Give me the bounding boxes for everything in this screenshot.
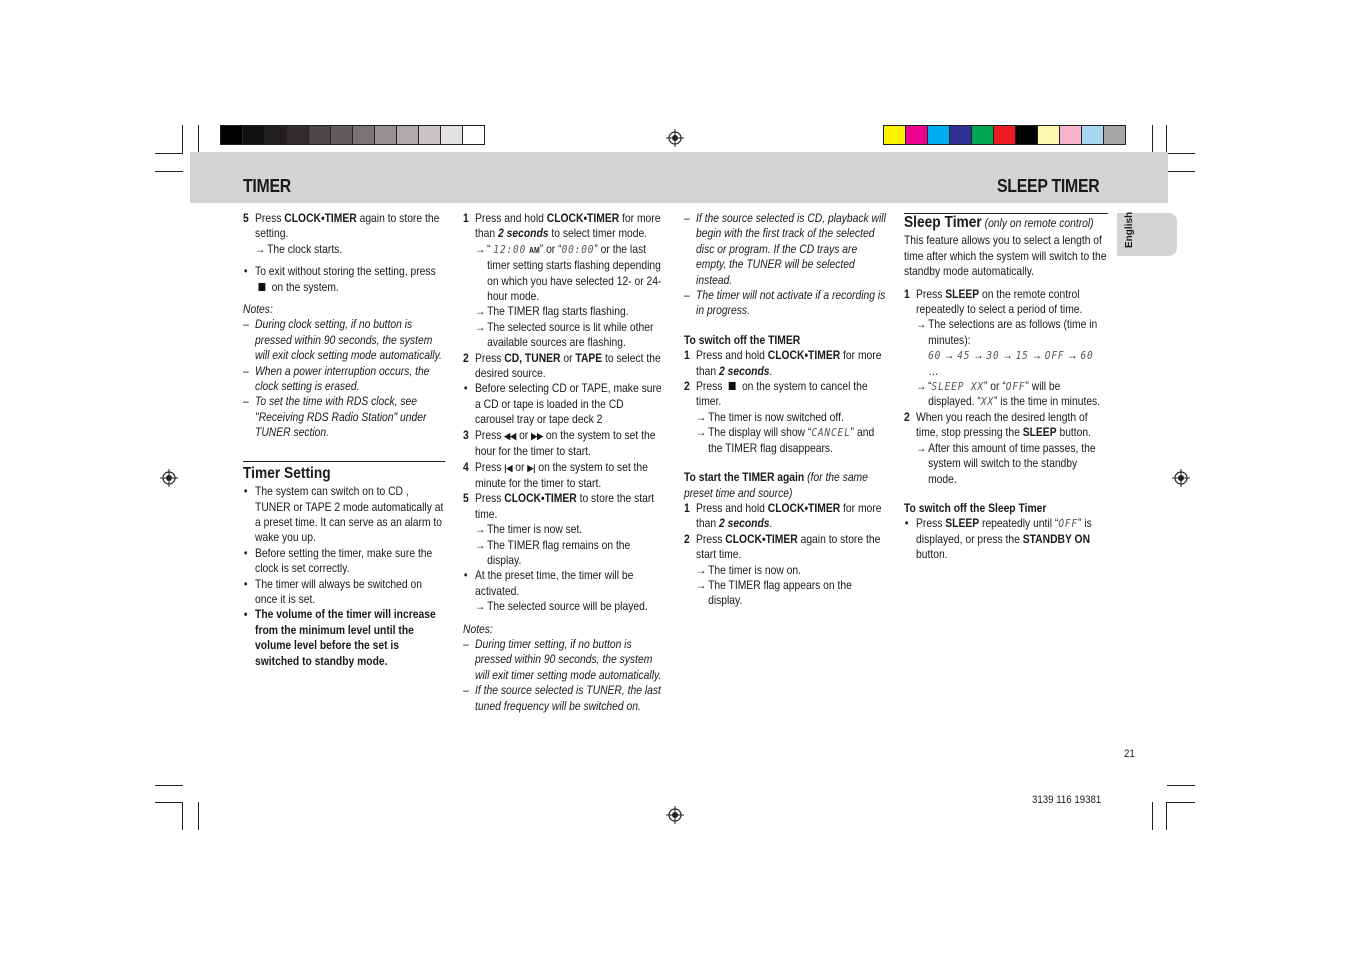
step-result: → After this amount of time passes, the system will switch to the standby mode. bbox=[916, 440, 1096, 486]
subheading-switch-off-timer: To switch off the TIMER bbox=[684, 332, 801, 347]
step-3: 3 Press ◀◀ or ▶▶ on the system to set the hour for the timer to start. bbox=[463, 427, 656, 459]
color-swatch bbox=[1103, 125, 1126, 145]
color-swatch bbox=[330, 125, 353, 145]
step-result: → The selections are as follows (time in minutes): bbox=[916, 317, 1098, 347]
next-icon: ▶| bbox=[527, 462, 536, 473]
column-4 bbox=[904, 211, 1108, 563]
intro-paragraph: This feature allows you to select a length of time after which the system will switch to the standby mode automatically. bbox=[904, 233, 1107, 279]
color-swatch bbox=[1015, 125, 1038, 145]
step-result: → The display will show “CANCEL” and the TIMER flag disappears. bbox=[696, 425, 875, 455]
step-result: → The TIMER flag remains on the display. bbox=[475, 537, 631, 567]
step-result: → The TIMER flag appears on the display. bbox=[696, 577, 852, 608]
color-swatch bbox=[418, 125, 441, 145]
step-1: 1 Press SLEEP on the remote control repeatedly to select a period of time. bbox=[904, 286, 1083, 317]
section-heading-timer-setting: Timer Setting bbox=[243, 461, 445, 484]
step-result: → The selected source will be played. bbox=[475, 599, 648, 614]
page-title-sleep-timer: SLEEP TIMER bbox=[997, 176, 1100, 196]
color-swatch bbox=[905, 125, 928, 145]
step-result: → “SLEEP XX” or “OFF” will be displayed. “XX” is the time in minutes. bbox=[916, 379, 1101, 409]
step-5: 5 Press CLOCK•TIMER to store the start time. bbox=[463, 491, 655, 521]
step-2: 2 Press on the system to cancel the timer. bbox=[684, 379, 868, 409]
subheading-switch-off-sleep: To switch off the Sleep Timer bbox=[904, 500, 1047, 515]
note-item: – When a power interruption occurs, the clock setting is erased. bbox=[243, 363, 430, 394]
stop-icon bbox=[729, 382, 736, 390]
note-item: – During clock setting, if no button is pressed within 90 seconds, the system will exit clock setting mode automatically. bbox=[243, 317, 442, 363]
bullet-item: • Before setting the timer, make sure the clock is set correctly. bbox=[243, 545, 433, 576]
bullet-item: • Before selecting CD or TAPE, make sure a CD or tape is loaded in the CD carousel tray or tape deck 2 bbox=[463, 381, 662, 427]
registration-mark-icon bbox=[160, 469, 178, 487]
language-tab-label: English bbox=[1124, 211, 1135, 248]
color-swatch bbox=[286, 125, 309, 145]
color-swatch bbox=[1037, 125, 1060, 145]
registration-mark-icon bbox=[666, 806, 684, 824]
color-swatch bbox=[396, 125, 419, 145]
note-item: – The timer will not activate if a recording is in progress. bbox=[684, 288, 886, 318]
note-item: – During timer setting, if no button is pressed within 90 seconds, the system will exit timer setting mode automatically. bbox=[463, 636, 662, 682]
sleep-sequence: 60 → 45 → 30 → 15 → OFF → 60 … bbox=[928, 348, 1094, 378]
column-2 bbox=[463, 211, 665, 714]
color-swatch bbox=[242, 125, 265, 145]
bullet-item: • The timer will always be switched on once it is set. bbox=[243, 576, 422, 606]
note-item: – To set the time with RDS clock, see "Receiving RDS Radio Station" under TUNER section. bbox=[243, 394, 427, 440]
step-5: 5 Press CLOCK•TIMER again to store the setting. bbox=[243, 211, 440, 241]
step-2: 2 Press CD, TUNER or TAPE to select the desired source. bbox=[463, 350, 661, 381]
column-1 bbox=[243, 211, 445, 669]
color-swatch bbox=[1081, 125, 1104, 145]
step-2: 2 Press CLOCK•TIMER again to store the start time. bbox=[684, 531, 881, 562]
step-1: 1 Press and hold CLOCK•TIMER for more than 2 seconds to select timer mode. bbox=[463, 211, 661, 241]
stop-icon bbox=[258, 283, 265, 291]
color-swatch bbox=[927, 125, 950, 145]
step-result: → The TIMER flag starts flashing. bbox=[475, 304, 629, 319]
registration-mark-icon bbox=[1172, 469, 1190, 487]
note-item: – If the source selected is CD, playback will begin with the first track of the selected disc or program. If the CD trays are empty, the TUNER will be selected instead. bbox=[684, 211, 886, 287]
color-swatch bbox=[993, 125, 1016, 145]
note-item: – If the source selected is TUNER, the last tuned frequency will be switched on. bbox=[463, 683, 661, 713]
registration-mark-icon bbox=[666, 129, 684, 147]
exit-bullet: • To exit without storing the setting, press on the system. bbox=[243, 264, 436, 294]
color-swatch bbox=[352, 125, 375, 145]
document-code: 3139 116 19381 bbox=[1032, 794, 1102, 806]
color-swatch bbox=[1059, 125, 1082, 145]
color-swatch bbox=[440, 125, 463, 145]
color-swatch bbox=[220, 125, 243, 145]
step-result: → “ 12:00 AM” or “00:00” or the last timer setting starts flashing depending on which you have selected 12- or 24-hour mode. bbox=[475, 241, 662, 304]
bullet-item: • At the preset time, the timer will be activated. bbox=[463, 568, 634, 598]
color-swatch bbox=[949, 125, 972, 145]
color-swatch bbox=[883, 125, 906, 145]
page-title-timer: TIMER bbox=[243, 176, 291, 196]
step-4: 4 Press |◀ or ▶| on the system to set the minute for the timer to start. bbox=[463, 459, 648, 490]
color-swatch bbox=[308, 125, 331, 145]
bullet-item: • The system can switch on to CD , TUNER or TAPE 2 mode automatically at a preset time. It can serve as an alarm to wake you up. bbox=[243, 484, 444, 545]
fast-forward-icon: ▶▶ bbox=[531, 430, 544, 441]
bullet-item: • Press SLEEP repeatedly until “OFF” is displayed, or press the STANDBY ON button. bbox=[904, 516, 1092, 562]
color-swatch bbox=[462, 125, 485, 145]
section-heading-sleep-timer: Sleep Timer (only on remote control) bbox=[904, 213, 1108, 233]
notes-label: Notes: bbox=[463, 621, 493, 636]
step-result: → The clock starts. bbox=[255, 241, 343, 256]
previous-icon: |◀ bbox=[504, 462, 513, 473]
rewind-icon: ◀◀ bbox=[504, 430, 517, 441]
color-swatch bbox=[971, 125, 994, 145]
notes-label: Notes: bbox=[243, 302, 273, 317]
step-result: → The selected source is lit while other available sources are flashing. bbox=[475, 319, 654, 350]
bullet-item-volume: • The volume of the timer will increase from the minimum level until the volume level before the set is switched to standby mode. bbox=[243, 607, 436, 668]
subheading-start-timer-again: To start the TIMER again (for the same preset time and source) bbox=[684, 470, 868, 500]
color-swatch bbox=[264, 125, 287, 145]
step-result: → The timer is now set. bbox=[475, 522, 583, 537]
step-result: → The timer is now switched off. bbox=[696, 409, 844, 424]
column-3 bbox=[684, 211, 886, 609]
step-1: 1 Press and hold CLOCK•TIMER for more than 2 seconds. bbox=[684, 348, 882, 378]
page-number: 21 bbox=[1124, 748, 1135, 760]
color-swatch bbox=[374, 125, 397, 145]
step-1: 1 Press and hold CLOCK•TIMER for more than 2 seconds. bbox=[684, 500, 882, 531]
step-2: 2 When you reach the desired length of time, stop pressing the SLEEP button. bbox=[904, 409, 1092, 440]
step-result: → The timer is now on. bbox=[696, 562, 802, 577]
